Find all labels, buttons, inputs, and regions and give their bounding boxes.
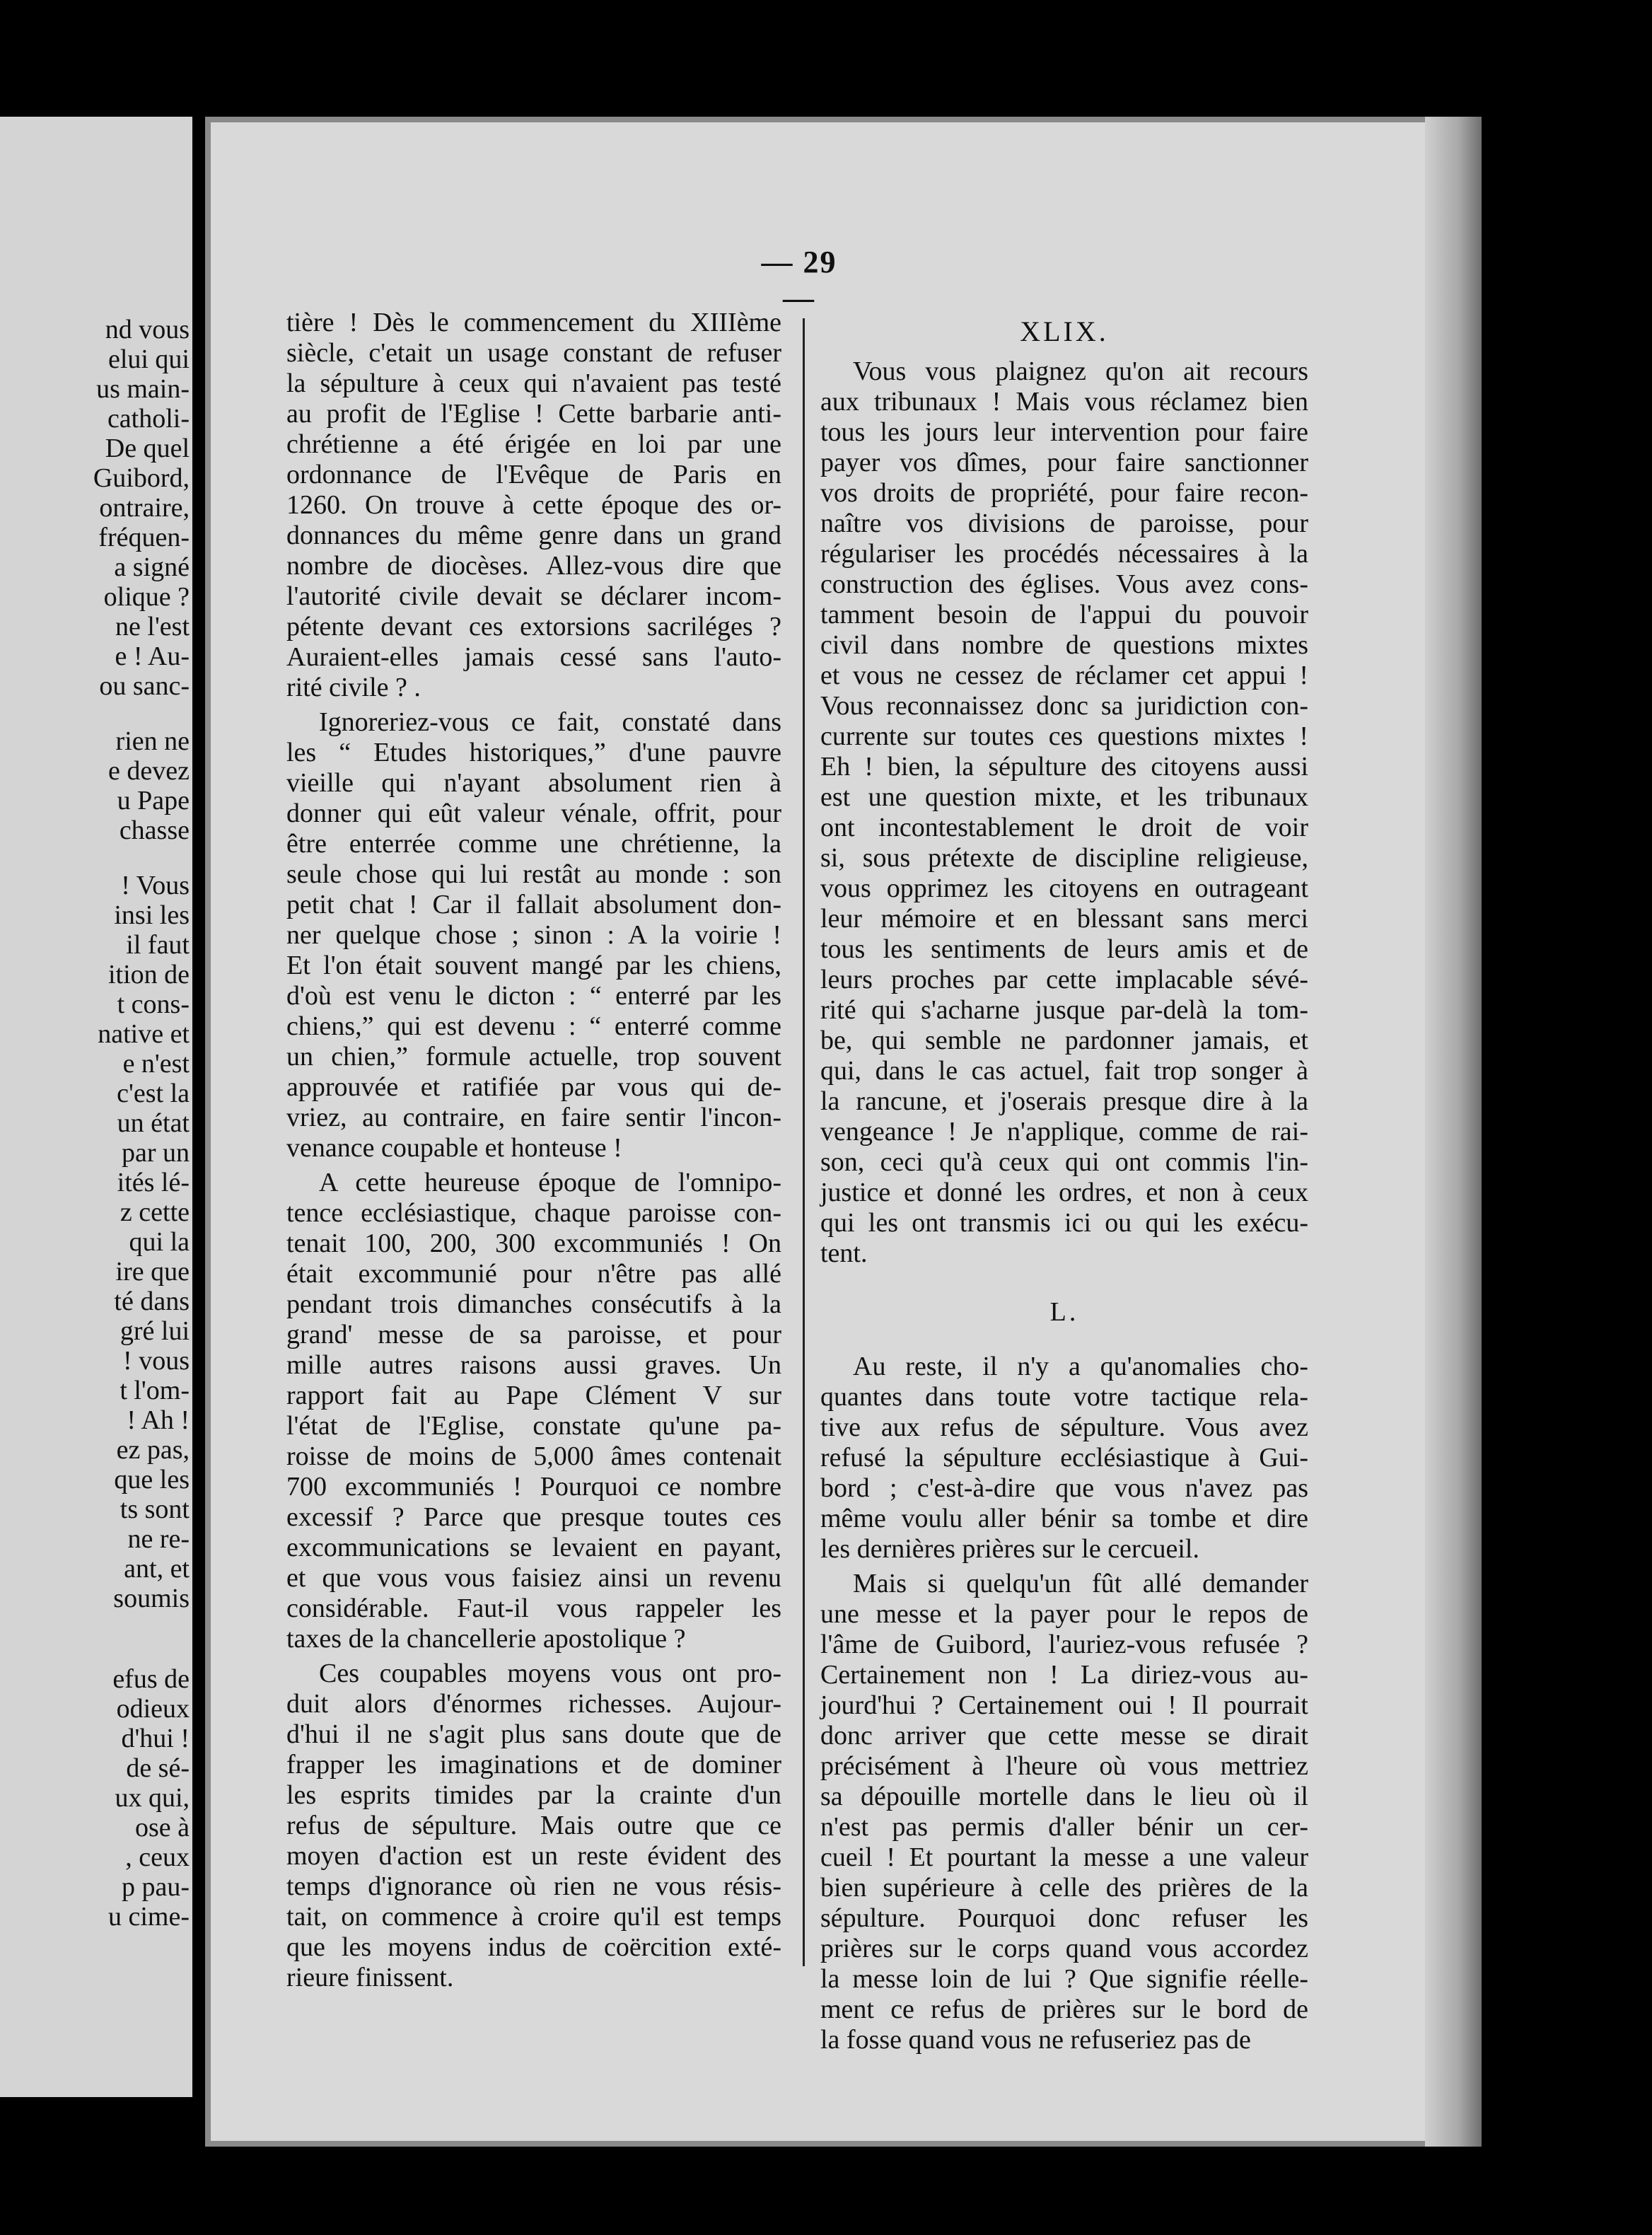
text-line: Au reste, il n'y a qu'anomalies cho- bbox=[853, 1352, 1308, 1381]
text-line: A cette heureuse époque de l'omnipo- bbox=[319, 1168, 781, 1197]
text-line: chiens,” qui est devenu : “ enterré comme bbox=[286, 1011, 781, 1041]
text-line: un chien,” formule actuelle, trop souvent bbox=[286, 1042, 781, 1072]
facing-text-line: t cons- bbox=[117, 989, 190, 1019]
facing-text-line: ou sanc- bbox=[99, 671, 190, 701]
text-line: approuvée et ratifiée par vous qui de- bbox=[286, 1072, 781, 1102]
paragraph bbox=[820, 356, 1308, 1269]
text-line: seule chose qui lui restât au monde : son bbox=[286, 859, 781, 889]
text-line: tent. bbox=[820, 1238, 868, 1268]
facing-text-line: ose à bbox=[134, 1813, 190, 1842]
text-line: excessif ? Parce que presque toutes ces bbox=[286, 1502, 781, 1532]
section-heading: XLIX. bbox=[1020, 315, 1109, 347]
facing-text-line: ne l'est bbox=[115, 612, 190, 642]
paragraph bbox=[286, 707, 781, 1163]
facing-text-line: ition de bbox=[107, 960, 190, 989]
page-edge bbox=[1425, 117, 1482, 2147]
facing-text-line: odieux bbox=[116, 1694, 190, 1724]
text-line: jourd'hui ? Certainement oui ! Il pourrait bbox=[820, 1690, 1308, 1720]
facing-text-line: il faut bbox=[126, 930, 190, 960]
text-line: ordonnance de l'Evêque de Paris en bbox=[286, 460, 781, 489]
left-column bbox=[286, 308, 781, 1993]
text-line: construction des églises. Vous avez cons- bbox=[820, 569, 1308, 599]
column-divider bbox=[803, 318, 805, 1966]
text-line: frapper les imaginations et de dominer bbox=[286, 1750, 781, 1780]
text-line: une messe et la payer pour le repos de bbox=[820, 1599, 1308, 1629]
text-line: siècle, c'etait un usage constant de refuser bbox=[286, 338, 781, 368]
text-line: payer vos dîmes, pour faire sanctionner bbox=[820, 448, 1308, 477]
text-line: la fosse quand vous ne refuseriez pas de bbox=[820, 2025, 1251, 2055]
text-line: duit alors d'énormes richesses. Aujour- bbox=[286, 1689, 781, 1719]
facing-text-line: t l'om- bbox=[120, 1376, 190, 1405]
text-line: tamment besoin de l'appui du pouvoir bbox=[820, 600, 1308, 629]
text-line: l'âme de Guibord, l'auriez-vous refusée ? bbox=[820, 1630, 1308, 1659]
paragraph bbox=[820, 1569, 1308, 2055]
facing-text-line: té dans bbox=[114, 1287, 190, 1316]
facing-text-line: qui la bbox=[129, 1227, 190, 1257]
text-line: ont incontestablement le droit de voir bbox=[820, 813, 1308, 842]
facing-text-line: ! vous bbox=[123, 1346, 190, 1376]
facing-text-line: De quel bbox=[105, 434, 190, 463]
text-line: tous les sentiments de leurs amis et de bbox=[820, 934, 1308, 964]
facing-text-line: p pau- bbox=[121, 1872, 190, 1902]
text-line: Mais si quelqu'un fût allé demander bbox=[853, 1569, 1308, 1598]
text-line: sépulture. Pourquoi donc refuser les bbox=[820, 1903, 1308, 1933]
text-line: était excommunié pour n'être pas allé bbox=[286, 1259, 781, 1289]
facing-text-line bbox=[93, 1639, 190, 1664]
text-line: les dernières prières sur le cercueil. bbox=[820, 1534, 1199, 1564]
text-line: Eh ! bien, la sépulture des citoyens aussi bbox=[820, 752, 1308, 782]
text-line: Ces coupables moyens vous ont pro- bbox=[319, 1659, 781, 1688]
facing-text-line bbox=[93, 701, 190, 726]
text-line: taxes de la chancellerie apostolique ? bbox=[286, 1624, 686, 1654]
text-line: bord ; c'est-à-dire que vous n'avez pas bbox=[820, 1473, 1308, 1503]
text-line: Certainement non ! La diriez-vous au- bbox=[820, 1660, 1308, 1690]
right-column bbox=[820, 308, 1308, 2055]
paragraph bbox=[286, 1168, 781, 1654]
facing-text-line: ant, et bbox=[124, 1554, 190, 1584]
text-line: quantes dans toute votre tactique rela- bbox=[820, 1382, 1308, 1412]
text-line: vengeance ! Je n'applique, comme de rai- bbox=[820, 1117, 1308, 1146]
text-line: tait, on commence à croire qu'il est temps bbox=[286, 1902, 781, 1932]
text-line: son, ceci qu'à ceux qui ont commis l'in- bbox=[820, 1147, 1308, 1177]
text-line: Vous reconnaissez donc sa juridiction con- bbox=[820, 691, 1308, 721]
facing-text-line: ne re- bbox=[127, 1524, 190, 1554]
text-line: considérable. Faut-il vous rappeler les bbox=[286, 1593, 781, 1623]
facing-text-line: z cette bbox=[120, 1197, 190, 1227]
text-line: vos droits de propriété, pour faire recon- bbox=[820, 478, 1308, 508]
text-line: temps d'ignorance où rien ne vous résis- bbox=[286, 1871, 781, 1901]
facing-text-line: catholi- bbox=[107, 404, 190, 434]
facing-text-line: a signé bbox=[114, 552, 190, 582]
text-line: naître vos divisions de paroisse, pour bbox=[820, 509, 1308, 538]
facing-text-line: c'est la bbox=[117, 1079, 190, 1108]
facing-text-line: native et bbox=[98, 1019, 190, 1049]
text-line: l'état de l'Eglise, constate qu'une pa- bbox=[286, 1411, 781, 1441]
facing-text-line: us main- bbox=[96, 374, 190, 404]
facing-text-line: rien ne bbox=[115, 726, 190, 756]
facing-text-line: fréquen- bbox=[98, 523, 190, 552]
text-line: petit chat ! Car il fallait absolument don- bbox=[286, 890, 781, 919]
text-line: mille autres raisons aussi graves. Un bbox=[286, 1350, 781, 1380]
paragraph bbox=[286, 308, 781, 703]
text-line: be, qui semble ne pardonner jamais, et bbox=[820, 1026, 1308, 1055]
text-line: d'où est venu le dicton : “ enterré par les bbox=[286, 981, 781, 1011]
text-line: tous les jours leur intervention pour faire bbox=[820, 417, 1308, 447]
text-line: bien supérieure à celle des prières de la bbox=[820, 1873, 1308, 1903]
text-line: l'autorité civile devait se déclarer incom- bbox=[286, 581, 781, 611]
text-line: Auraient-elles jamais cessé sans l'auto- bbox=[286, 642, 781, 672]
text-line: ner quelque chose ; sinon : A la voirie ! bbox=[286, 920, 781, 950]
paragraph bbox=[820, 1352, 1308, 1564]
text-line: refusé la sépulture ecclésiastique à Gui- bbox=[820, 1443, 1308, 1473]
facing-text-line: e devez bbox=[108, 756, 190, 786]
facing-text-line: e n'est bbox=[122, 1049, 190, 1079]
text-line: que les moyens indus de coërcition exté- bbox=[286, 1932, 781, 1962]
text-line: refus de sépulture. Mais outre que ce bbox=[286, 1811, 781, 1840]
text-line: leurs proches par cette implacable sévé- bbox=[820, 965, 1308, 994]
facing-text-line: , ceux bbox=[125, 1842, 190, 1872]
text-line: Ignoreriez-vous ce fait, constaté dans bbox=[319, 707, 781, 737]
paragraph bbox=[286, 1659, 781, 1993]
text-line: excommunications se levaient en payant, bbox=[286, 1533, 781, 1562]
facing-text-line: un état bbox=[117, 1108, 190, 1138]
facing-page-fragment bbox=[0, 117, 192, 2097]
facing-text-line: insi les bbox=[114, 900, 190, 930]
text-line: régulariser les procédés nécessaires à la bbox=[820, 539, 1308, 569]
facing-text-line: nd vous bbox=[105, 315, 190, 344]
facing-text-line: ts sont bbox=[120, 1494, 190, 1524]
text-line: pendant trois dimanches consécutifs à la bbox=[286, 1289, 781, 1319]
facing-text-line: Guibord, bbox=[93, 463, 190, 493]
text-line: tière ! Dès le commencement du XIIIème bbox=[286, 308, 781, 337]
facing-text-line: ! Ah ! bbox=[127, 1405, 190, 1435]
facing-text-line: u cime- bbox=[107, 1902, 190, 1932]
text-line: et que vous vous faisiez ainsi un revenu bbox=[286, 1563, 781, 1593]
page-number: — 29 — bbox=[761, 245, 837, 315]
text-line: la rancune, et j'oserais presque dire à la bbox=[820, 1086, 1308, 1116]
text-line: donc arriver que cette messe se dirait bbox=[820, 1721, 1308, 1751]
facing-text-line: ! Vous bbox=[121, 871, 190, 900]
facing-text-line: par un bbox=[121, 1138, 190, 1168]
text-line: tence ecclésiastique, chaque paroisse con- bbox=[286, 1198, 781, 1228]
text-line: civil dans nombre de questions mixtes bbox=[820, 630, 1308, 660]
facing-page-text bbox=[93, 315, 190, 1932]
facing-text-line: ux qui, bbox=[115, 1783, 190, 1813]
text-line: leur mémoire et en blessant sans merci bbox=[820, 904, 1308, 934]
text-line: Vous vous plaignez qu'on ait recours bbox=[853, 356, 1308, 386]
text-line: pétente devant ces extorsions sacriléges ? bbox=[286, 612, 781, 642]
text-line: et vous ne cessez de réclamer cet appui ! bbox=[820, 661, 1308, 690]
text-line: nombre de diocèses. Allez-vous dire que bbox=[286, 551, 781, 581]
text-line: vous opprimez les citoyens en outrageant bbox=[820, 873, 1308, 903]
text-line: chrétienne a été érigée en loi par une bbox=[286, 429, 781, 459]
text-line: qui les ont transmis ici ou qui les exécu- bbox=[820, 1208, 1308, 1238]
text-line: rapport fait au Pape Clément V sur bbox=[286, 1381, 781, 1410]
text-line: au profit de l'Eglise ! Cette barbarie anti- bbox=[286, 399, 781, 429]
text-line: donner qui eût valeur vénale, offrit, pour bbox=[286, 799, 781, 828]
text-line: la sépulture à ceux qui n'avaient pas testé bbox=[286, 368, 781, 398]
text-line: donnances du même genre dans un grand bbox=[286, 521, 781, 550]
text-line: sa dépouille mortelle dans le lieu où il bbox=[820, 1782, 1308, 1811]
text-line: cueil ! Et pourtant la messe a une valeur bbox=[820, 1842, 1308, 1872]
text-line: rieure finissent. bbox=[286, 1963, 454, 1992]
text-line: tenait 100, 200, 300 excommuniés ! On bbox=[286, 1229, 781, 1258]
text-line: qui, dans le cas actuel, fait trop songer à bbox=[820, 1056, 1308, 1086]
facing-text-line bbox=[93, 1613, 190, 1639]
text-line: la messe loin de lui ? Que signifie réelle- bbox=[820, 1964, 1308, 1994]
facing-text-line: efus de bbox=[112, 1664, 190, 1694]
text-line: Et l'on était souvent mangé par les chiens, bbox=[286, 951, 781, 980]
facing-text-line: ire que bbox=[115, 1257, 190, 1287]
text-line: 700 excommuniés ! Pourquoi ce nombre bbox=[286, 1472, 781, 1502]
facing-text-line: soumis bbox=[113, 1584, 190, 1613]
text-line: rité civile ? . bbox=[286, 673, 421, 702]
section-heading: L. bbox=[1049, 1297, 1079, 1327]
text-line: d'hui il ne s'agit plus sans doute que de bbox=[286, 1719, 781, 1749]
text-line: prières sur le corps quand vous accordez bbox=[820, 1934, 1308, 1963]
text-line: ment ce refus de prières sur le bord de bbox=[820, 1995, 1308, 2024]
text-line: est une question mixte, et les tribunaux bbox=[820, 782, 1308, 812]
facing-text-line: que les bbox=[114, 1465, 190, 1494]
facing-text-line: de sé- bbox=[126, 1753, 190, 1783]
text-line: rité qui s'acharne jusque par-delà la tom- bbox=[820, 995, 1308, 1025]
facing-text-line: ontraire, bbox=[99, 493, 190, 523]
text-line: vieille qui n'ayant absolument rien à bbox=[286, 768, 781, 798]
text-line: justice et donné les ordres, et non à ceux bbox=[820, 1178, 1308, 1207]
text-line: moyen d'action est un reste évident des bbox=[286, 1841, 781, 1871]
text-line: 1260. On trouve à cette époque des or- bbox=[286, 490, 781, 520]
text-line: les esprits timides par la crainte d'un bbox=[286, 1780, 781, 1810]
text-line: être enterrée comme une chrétienne, la bbox=[286, 829, 781, 859]
facing-text-line: chasse bbox=[119, 815, 190, 845]
facing-text-line: d'hui ! bbox=[121, 1724, 190, 1753]
text-line: les “ Etudes historiques,” d'une pauvre bbox=[286, 738, 781, 767]
text-line: précisément à l'heure où vous mettriez bbox=[820, 1751, 1308, 1781]
text-line: aux tribunaux ! Mais vous réclamez bien bbox=[820, 387, 1308, 417]
facing-text-line: e ! Au- bbox=[115, 642, 190, 671]
text-line: même voulu aller bénir sa tombe et dire bbox=[820, 1504, 1308, 1533]
facing-text-line: u Pape bbox=[117, 786, 190, 815]
text-line: grand' messe de sa paroisse, et pour bbox=[286, 1320, 781, 1349]
facing-text-line: ez pas, bbox=[116, 1435, 190, 1465]
text-line: currente sur toutes ces questions mixtes ! bbox=[820, 721, 1308, 751]
facing-text-line: gré lui bbox=[120, 1316, 190, 1346]
facing-text-line: elui qui bbox=[107, 344, 190, 374]
facing-text-line: olique ? bbox=[103, 582, 190, 612]
text-line: n'est pas permis d'aller bénir un cer- bbox=[820, 1812, 1308, 1842]
facing-text-line bbox=[93, 845, 190, 871]
facing-text-line: ités lé- bbox=[117, 1168, 190, 1197]
text-line: vriez, au contraire, en faire sentir l'incon- bbox=[286, 1103, 781, 1132]
text-line: tive aux refus de sépulture. Vous avez bbox=[820, 1412, 1308, 1442]
text-line: si, sous prétexte de discipline religieuse, bbox=[820, 843, 1308, 873]
text-line: roisse de moins de 5,000 âmes contenait bbox=[286, 1441, 781, 1471]
text-line: venance coupable et honteuse ! bbox=[286, 1133, 622, 1163]
